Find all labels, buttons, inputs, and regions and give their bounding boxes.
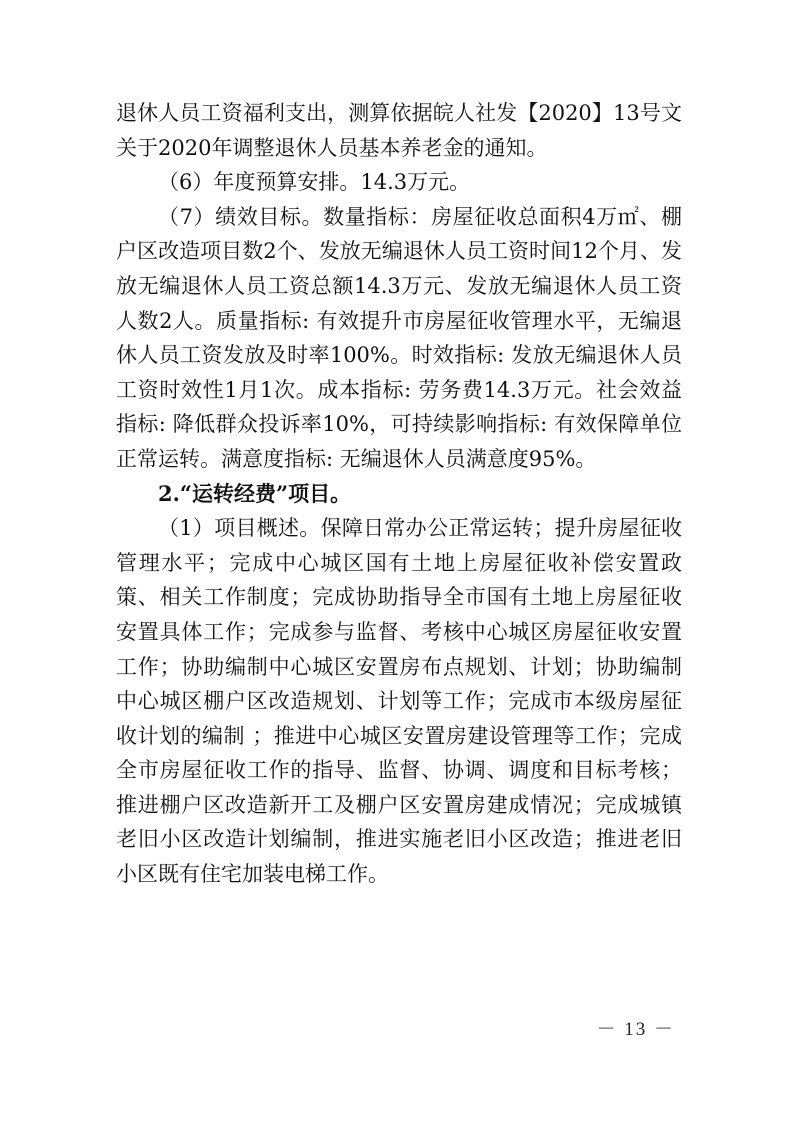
section-heading-operating-funds: 2.“运转经费”项目。	[158, 480, 352, 506]
document-body	[116, 96, 682, 892]
paragraph-performance-targets: （7）绩效目标。数量指标：房屋征收总面积4万㎡、棚户区改造项目数2个、发放无编退休人员工资时间12个月、发放无编退休人员工资总额14.3万元、发放无编退休人员工资人数2人。质量指标: 有效提升市房屋征收管理水平，无编退休人员工资发放及时率100%。时效指标: 发放无编退休人员工资时效性1月1次。成本指标: 劳务费14.3万元。社会效益指标: 降低群众投诉率10%，可持续影响指标: 有效保障单位正常运转。满意度指标: 无编退休人员满意度95%。	[116, 204, 682, 471]
page-number: － 13 －	[596, 1019, 675, 1040]
paragraph-project-overview: （1）项目概述。保障日常办公正常运转；提升房屋征收管理水平；完成中心城区国有土地上房屋征收补偿安置政策、相关工作制度；完成协助指导全市国有土地上房屋征收安置具体工作；完成参与监督、考核中心城区房屋征收安置工作；协助编制中心城区安置房布点规划、计划；协助编制中心城区棚户区改造规划、计划等工作；完成市本级房屋征收计划的编制 ；推进中心城区安置房建设管理等工作；完成全市房屋征收工作的指导、监督、协调、调度和目标考核；推进棚户区改造新开工及棚户区安置房建成情况；完成城镇老旧小区改造计划编制，推进实施老旧小区改造；推进老旧小区既有住宅加装电梯工作。	[116, 516, 682, 887]
paragraph-retiree-welfare: 退休人员工资福利支出，测算依据皖人社发【2020】13号文关于2020年调整退休人员基本养老金的通知。	[116, 101, 682, 160]
paragraph-annual-budget: （6）年度预算安排。14.3万元。	[158, 170, 471, 195]
